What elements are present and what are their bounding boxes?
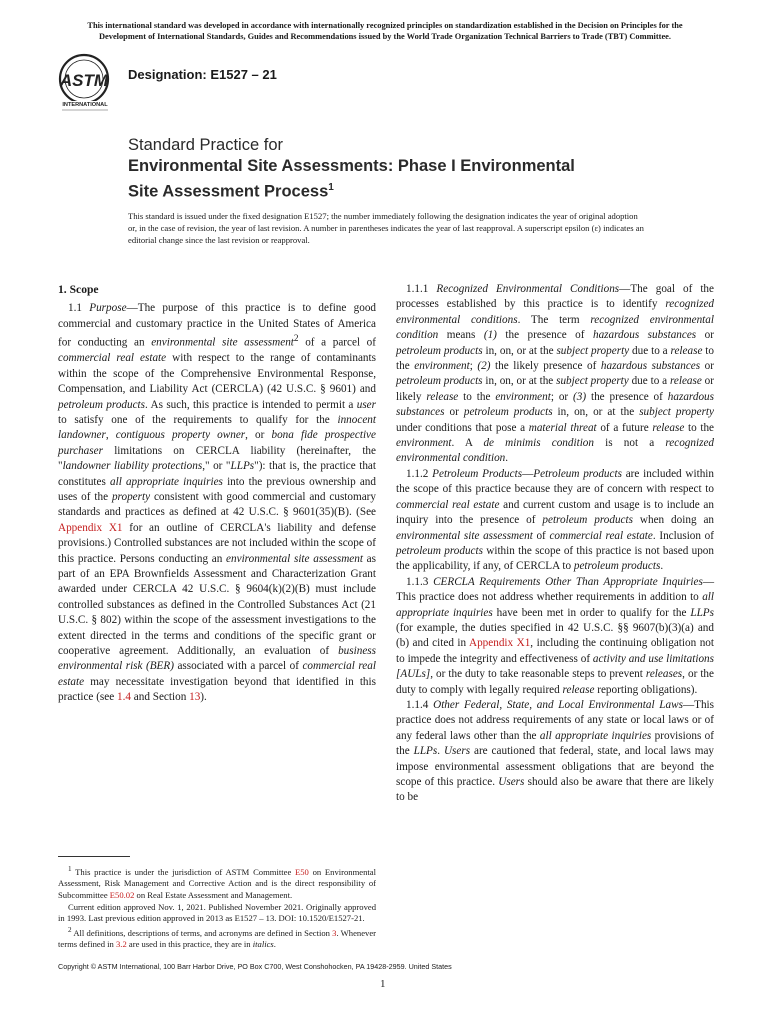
astm-logo — [58, 53, 118, 113]
title-line-2: Environmental Site Assessments: Phase I Environmental — [128, 157, 575, 175]
section-heading-scope: 1. Scope — [58, 283, 99, 296]
paragraph-1-1-2: 1.1.2 Petroleum Products—Petroleum products are included within the scope of this practice because they are of concern with respect to commercial real estate and current custom and usage is to include an inquiry into the presence of petroleum products when doing an environmental site assessment of commercial real estate. Inclusion of petroleum products within the scope of this practice is not based upon the applicability, if any, of CERCLA to petroleum products. — [396, 467, 715, 573]
copyright-line: Copyright © ASTM International, 100 Barr Harbor Drive, PO Box C700, West Conshohocken, PA 19428-2959. United States — [58, 962, 452, 971]
astm-logo-letters: ASTM — [59, 71, 109, 90]
link-section-3[interactable]: 3 — [332, 927, 337, 938]
footnote-2: $^2$ All definitions, descriptions of terms, and acronyms are defined in Section 3. Whenever terms defined in 3.2 are used in this practice, they are in italics. — [58, 925, 376, 950]
link-section-1-4[interactable]: 1.4 — [117, 691, 131, 704]
wto-notice: This international standard was developed in accordance with internationally recognized principles on standardization established in the Decision on Principles for the Development of International Standards, Guides and Recommendations issued by the World Trade Organization Technical Barriers to Trade (TBT) Committee. — [87, 21, 683, 41]
footnote-ref-2[interactable]: 2 — [293, 334, 299, 345]
paragraph-1-1-3: 1.1.3 CERCLA Requirements Other Than Appropriate Inquiries—This practice does not address whether requirements in addition to all appropriate inquiries have been met in order to qualify for the LLPs (for example, the duties specified in 42 U.S.C. §§ 9607(b)(3)(a) and (b) and cited in Appendix X1, including the continuing obligation not to impede the integrity and effectiveness of activity and use limitations [AULs], or the duty to take reasonable steps to prevent releases, or the duty to comply with legally required release reporting obligations). — [396, 575, 714, 696]
footnotes — [58, 864, 376, 951]
paragraph-1-1: 1.1 Purpose—The purpose of this practice is to define good commercial and customary practice in the United States of America for conducting an environmental site assessment$^2$ of a parcel of commercial real estate with respect to the range of contaminants within the scope of the Comprehensive Environmental Response, Compensation, and Liability Act (CERCLA) (42 U.S.C. § 9601) and petroleum products. As such, this practice is intended to permit a user to satisfy one of the requirements to qualify for the innocent landowner, contiguous property owner, or bona fide prospective purchaser limitations on CERCLA liability (hereinafter, the "landowner liability protections," or "LLPs"): that is, the practice that constitutes all appropriate inquiries into the previous ownership and uses of the property consistent with good commercial and customary standards and practices as defined at 42 U.S.C. § 9601(35)(B). (See Appendix X1 for an outline of CERCLA's liability and defense provisions.) Controlled substances are not included within the scope of this practice. Persons conducting an environmental site assessment as part of an EPA Brownfields Assessment and Characterization Grant awarded under CERCLA 42 U.S.C. § 9604(k)(2)(B) must include controlled substances as defined in the Controlled Substances Act (21 U.S.C. § 802) within the scope of the assessment investigations to the extent directed in the terms and conditions of the specific grant or cooperative agreement. Additionally, an evaluation of business environmental risk (BER) associated with a parcel of commercial real estate may necessitate investigation beyond that identified in this practice (see 1.4 and Section 13). — [58, 302, 377, 704]
title-line-3 — [128, 177, 575, 203]
footnote-1: $^1$ This practice is under the jurisdiction of ASTM Committee E50 on Environmental Assessment, Risk Management and Corrective Action and is the direct responsibility of Subcommittee E50.02 on Real Estate Assessment and Management. — [58, 865, 376, 901]
title-line-3-text: Site Assessment Process — [128, 182, 329, 201]
page-number: 1 — [380, 978, 386, 990]
document-title — [128, 135, 575, 203]
issued-note: This standard is issued under the fixed designation E1527; the number immediately following the designation indicates the year of original adoption or, in the case of revision, the year of last revision. A number in parentheses indicates the year of last reapproval. A superscript epsilon (ε) indicates an editorial change since the last revision or reapproval. — [128, 211, 644, 245]
link-appendix-x1[interactable]: Appendix X1 — [58, 521, 123, 534]
title-footnote-ref[interactable]: 1 — [328, 182, 334, 193]
paragraph-1-1-1: 1.1.1 Recognized Environmental Conditions—The goal of the processes established by this practice is to identify recognized environmental conditions. The term recognized environmental condition means (1) the presence of hazardous substances or petroleum products in, on, or at the subject property due to a release to the environment; (2) the likely presence of hazardous substances or petroleum products in, on, or at the subject property due to a release or likely release to the environment; or (3) the presence of hazardous substances or petroleum products in, on, or at the subject property under conditions that pose a material threat of a future release to the environment. A de minimis condition is not a recognized environmental condition. — [396, 283, 715, 465]
link-committee-e50[interactable]: E50 — [295, 866, 309, 877]
designation: Designation: E1527 – 21 — [128, 67, 277, 82]
right-column — [396, 282, 714, 806]
footnote-divider — [58, 856, 130, 857]
left-column — [58, 282, 376, 706]
title-line-1: Standard Practice for — [128, 136, 283, 154]
footnote-edition: Current edition approved Nov. 1, 2021. Published November 2021. Originally approved in 1993. Last previous edition approved in 2013 as E1527 – 13. DOI: 10.1520/E1527-21. — [58, 901, 376, 924]
link-subcommittee-e50-02[interactable]: E50.02 — [109, 890, 135, 901]
link-section-13[interactable]: 13 — [189, 691, 201, 704]
link-section-3-2[interactable]: 3.2 — [116, 939, 127, 950]
astm-logo-subtitle: INTERNATIONAL — [62, 102, 108, 108]
link-appendix-x1-right[interactable]: Appendix X1 — [469, 637, 531, 650]
paragraph-1-1-4: 1.1.4 Other Federal, State, and Local Environmental Laws—This practice does not address requirements of any state or local laws or of any federal laws other than the all appropriate inquiries provisions of the LLPs. Users are cautioned that federal, state, and local laws may impose environmental assessment obligations that are beyond the scope of this practice. Users should also be aware that there are likely to be — [396, 698, 715, 804]
